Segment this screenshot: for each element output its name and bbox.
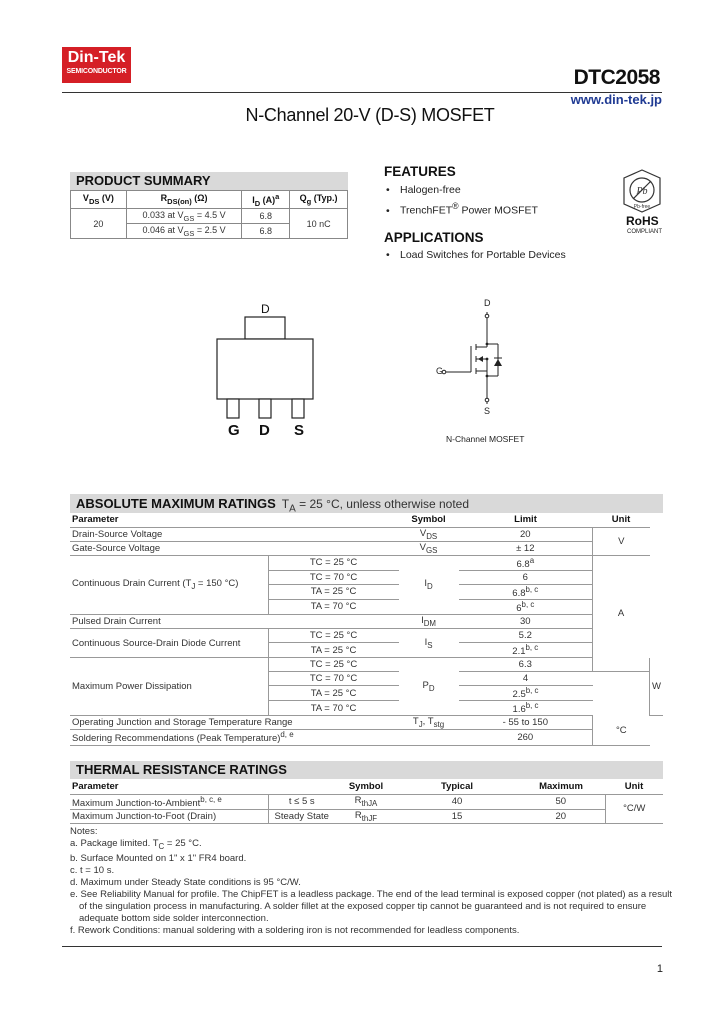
pb-text: Pb [636, 186, 648, 197]
schematic-caption: N-Channel MOSFET [446, 434, 525, 444]
application-item: • Load Switches for Portable Devices [386, 249, 566, 261]
thermal-header-typical: Typical [397, 780, 517, 794]
thermal-symbol: $R_{thJF}$ [335, 809, 397, 823]
amr-param: Soldering Recommendations (Peak Temperature)$^{d, e}$ [70, 730, 399, 745]
pin-label-d: D [259, 422, 270, 439]
amr-limit: 5.2 [459, 628, 593, 642]
amr-limit: 2.5$^{b, c}$ [459, 686, 593, 701]
ps-qg-value: 10 nC [290, 209, 348, 239]
thermal-symbol: $R_{thJA}$ [335, 794, 397, 809]
ps-id-value: 6.8 [242, 224, 290, 239]
pin-label-g: G [228, 422, 240, 439]
amr-limit: - 55 to 150 [459, 716, 593, 730]
amr-limit: 6.3 [459, 658, 593, 672]
package-tab-label: D [261, 302, 270, 316]
abs-max-title: ABSOLUTE MAXIMUM RATINGS [76, 496, 276, 511]
abs-max-table [70, 513, 663, 746]
amr-header-param: Parameter [70, 513, 399, 527]
amr-cond: TC = 25 °C [268, 658, 399, 672]
pb-free-icon [618, 166, 666, 216]
page-title: N-Channel 20-V (D-S) MOSFET [245, 105, 495, 125]
note-item: b. Surface Mounted on 1" x 1" FR4 board. [70, 852, 247, 864]
note-item: f. Rework Conditions: manual soldering with a soldering iron is not recommended for leadless components. [70, 924, 520, 936]
schematic-d-label: D [484, 298, 491, 308]
amr-symbol: $I_D$ [399, 555, 459, 614]
thermal-unit: °C/W [605, 794, 663, 823]
amr-cond: TC = 25 °C [268, 628, 399, 642]
amr-cond: TA = 70 °C [268, 599, 399, 614]
amr-param: Drain-Source Voltage [70, 527, 399, 541]
ps-id-value: 6.8 [242, 209, 290, 224]
thermal-header-maximum: Maximum [517, 780, 605, 794]
thermal-header-symbol: Symbol [335, 780, 397, 794]
rohs-label: RoHS [626, 214, 659, 228]
logo-subtext: SEMICONDUCTOR [66, 68, 127, 75]
amr-symbol: $P_D$ [399, 658, 459, 716]
thermal-header-unit: Unit [605, 780, 663, 794]
amr-unit: °C [593, 716, 650, 745]
amr-param: Continuous Source-Drain Diode Current [70, 628, 268, 657]
note-item: e. See Reliability Manual for profile. The ChipFET is a leadless package. The end of the lead terminal is exposed copper (not plated) as a result [70, 888, 673, 900]
abs-max-title-bar [70, 494, 663, 513]
applications-title: APPLICATIONS [384, 230, 484, 245]
amr-symbol [399, 730, 459, 745]
amr-limit: 6.8$^a$ [459, 555, 593, 570]
amr-param: Gate-Source Voltage [70, 541, 399, 555]
amr-limit: 2.1$^{b, c}$ [459, 642, 593, 657]
schematic-g-label: G [436, 366, 444, 376]
amr-symbol: $I_S$ [399, 628, 459, 657]
thermal-param: Maximum Junction-to-Ambient$^{b, c, e}$ [70, 794, 268, 809]
pb-free-text: Pb-free [633, 204, 651, 210]
ps-rds-value: 0.033 at $V_{GS} = 4.5$ V [126, 209, 242, 224]
thermal-max: 50 [517, 794, 605, 809]
amr-unit: A [593, 555, 650, 672]
thermal-table [70, 780, 663, 824]
amr-symbol: $T_J$, $T_{stg}$ [399, 716, 459, 730]
thermal-max: 20 [517, 809, 605, 823]
amr-limit: 20 [459, 527, 593, 541]
product-summary-table [70, 190, 348, 239]
amr-limit: 260 [459, 730, 593, 745]
pin-label-s: S [294, 422, 305, 439]
feature-item: • Halogen-free [386, 184, 461, 196]
amr-limit: 6.8$^{b, c}$ [459, 584, 593, 599]
amr-param: Continuous Drain Current ($T_J = 150$ °C) [70, 555, 268, 614]
notes-title: Notes: [70, 826, 98, 837]
amr-unit: V [593, 527, 650, 555]
thermal-typ: 15 [397, 809, 517, 823]
amr-cond: TC = 25 °C [268, 555, 399, 570]
note-item: d. Maximum under Steady State conditions is 95 °C/W. [70, 876, 301, 888]
amr-limit: 6$^{b, c}$ [459, 599, 593, 614]
amr-cond: TA = 70 °C [268, 701, 399, 716]
ps-header-id: $I_D$ $(A)^a$ [242, 191, 290, 209]
note-item: c. t = 10 s. [70, 864, 115, 876]
amr-header-symbol: Symbol [399, 513, 459, 527]
amr-header-unit: Unit [593, 513, 650, 527]
mosfet-schematic-icon [430, 296, 520, 416]
footer-divider [62, 946, 662, 947]
amr-header-limit: Limit [459, 513, 593, 527]
ps-header-rds: $R_{DS(on)}$ (Ω) [126, 191, 242, 209]
amr-param: Maximum Power Dissipation [70, 658, 268, 716]
amr-cond: TC = 70 °C [268, 570, 399, 584]
logo-text: Din-Tek [67, 49, 126, 66]
amr-cond: TA = 25 °C [268, 584, 399, 599]
features-title: FEATURES [384, 164, 456, 179]
ps-header-qg: $Q_g$ (Typ.) [290, 191, 348, 209]
page-number: 1 [656, 963, 663, 975]
thermal-header-param: Parameter [70, 780, 335, 794]
amr-limit: 4 [459, 672, 593, 686]
amr-symbol: $V_{GS}$ [399, 541, 459, 555]
amr-limit: ± 12 [459, 541, 593, 555]
amr-cond: TA = 25 °C [268, 686, 399, 701]
note-item: adequate bottom side solder interconnection. [79, 912, 269, 924]
thermal-title: THERMAL RESISTANCE RATINGS [70, 761, 663, 779]
website-link[interactable]: www.din-tek.jp [570, 92, 662, 107]
feature-item: • TrenchFET® Power MOSFET [386, 201, 538, 217]
ps-vds-value: 20 [71, 209, 127, 239]
amr-cond: TC = 70 °C [268, 672, 399, 686]
amr-unit: W [650, 658, 663, 716]
amr-param: Pulsed Drain Current [70, 614, 399, 628]
note-item: of the singulation process in manufacturing. A solder fillet at the exposed copper tip cannot be guaranteed and is not required to ensure [79, 900, 647, 912]
amr-param: Operating Junction and Storage Temperature Range [70, 716, 399, 730]
thermal-cond: t ≤ 5 s [268, 794, 335, 809]
product-summary-title: PRODUCT SUMMARY [70, 172, 348, 190]
notes-section [70, 826, 672, 937]
amr-symbol: $I_{DM}$ [399, 614, 459, 628]
note-item: a. Package limited. $T_C = 25$ °C. [70, 838, 202, 851]
thermal-typ: 40 [397, 794, 517, 809]
abs-max-condition: $T_A = 25$ °C, unless otherwise noted [278, 497, 470, 515]
ps-rds-value: 0.046 at $V_{GS} = 2.5$ V [126, 224, 242, 239]
amr-cond: TA = 25 °C [268, 642, 399, 657]
company-logo [62, 47, 131, 83]
rohs-compliant: COMPLIANT [627, 229, 663, 235]
package-diagram [210, 300, 330, 440]
thermal-cond: Steady State [268, 809, 335, 823]
schematic-s-label: S [484, 406, 491, 416]
amr-limit: 6 [459, 570, 593, 584]
ps-header-vds: $V_{DS}$ (V) [71, 191, 127, 209]
amr-limit: 1.6$^{b, c}$ [459, 701, 593, 716]
amr-limit: 30 [459, 614, 593, 628]
part-number: DTC2058 [573, 66, 660, 89]
thermal-param: Maximum Junction-to-Foot (Drain) [70, 809, 268, 823]
amr-symbol: $V_{DS}$ [399, 527, 459, 541]
